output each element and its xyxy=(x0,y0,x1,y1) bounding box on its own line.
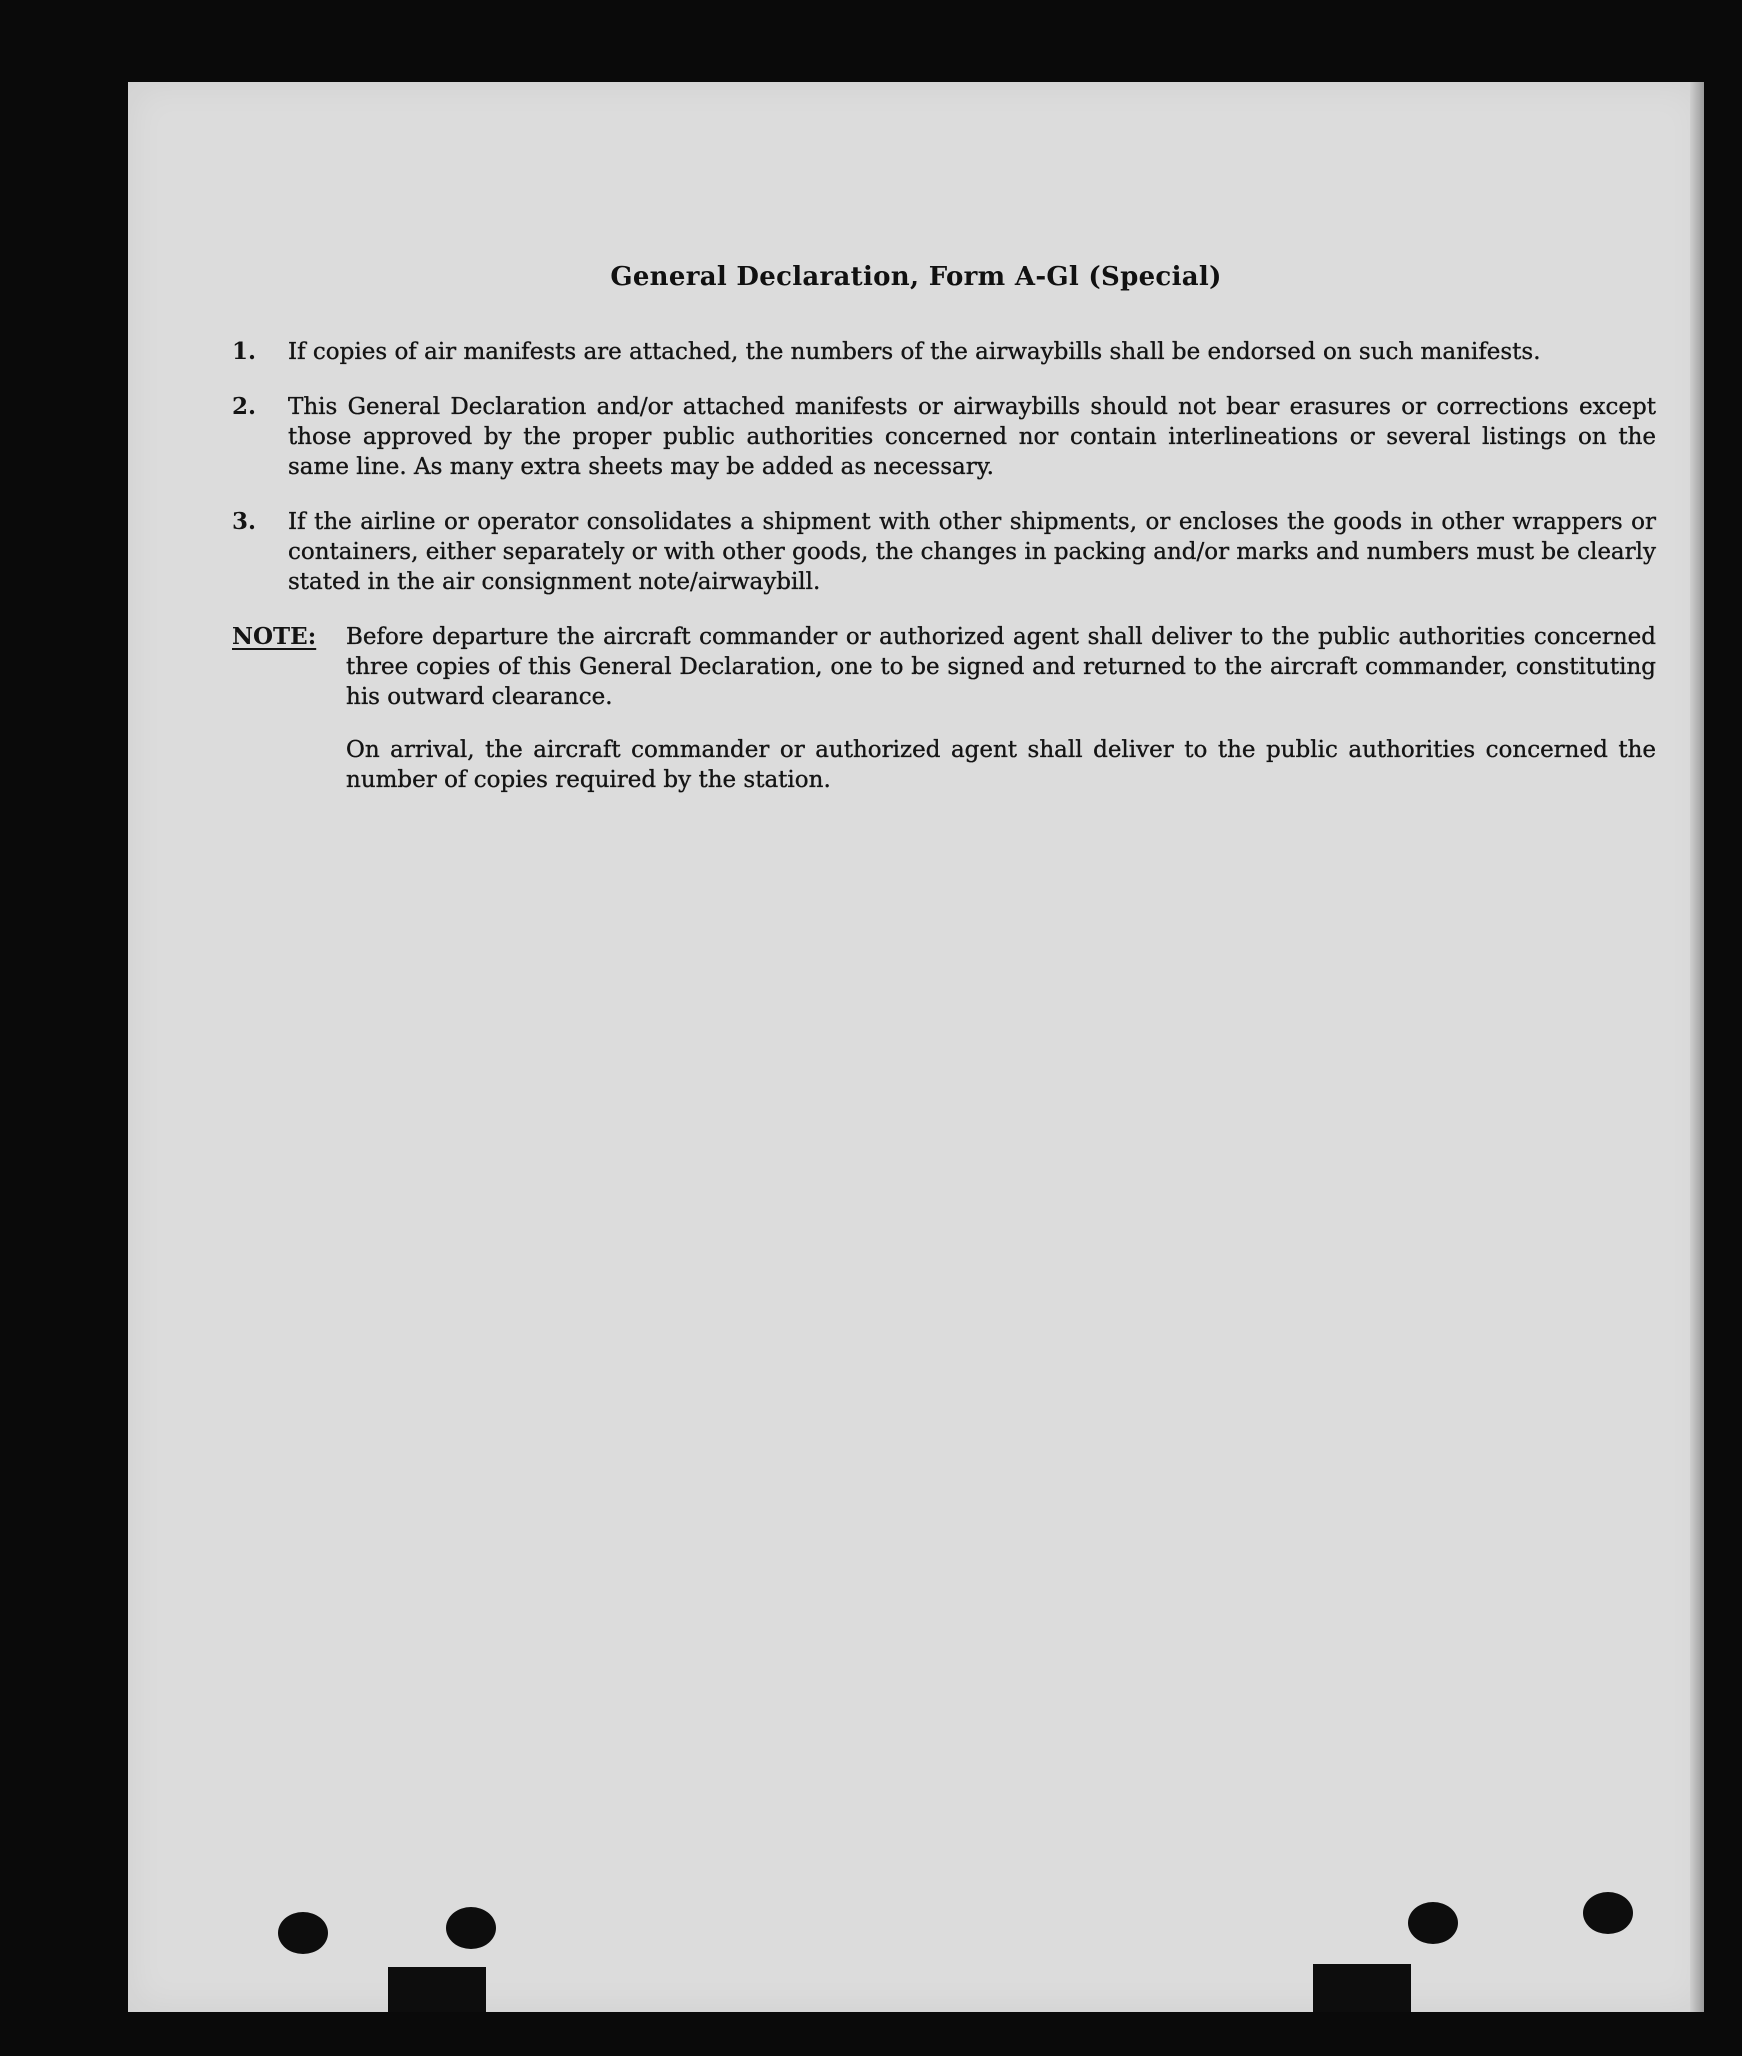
note-block xyxy=(232,622,1682,712)
item-text: If the airline or operator consolidates a shipment with other shipments, or encloses the goods in other wrappers or containers, either separately or with other goods, the changes in packing and/or marks and numbers must be clearly stated in the air consignment note/airwaybill. xyxy=(288,509,1656,595)
binding-tab xyxy=(1313,1964,1411,2012)
item-text: If copies of air manifests are attached, the numbers of the airwaybills shall be endorsed on such manifests. xyxy=(288,339,1541,365)
binding-tab xyxy=(388,1967,486,2012)
item-number: 2. xyxy=(232,393,257,420)
item-number: 3. xyxy=(232,508,257,535)
page-edge-shadow xyxy=(1690,82,1704,2012)
list-item-1 xyxy=(232,337,1682,367)
item-text: This General Declaration and/or attached manifests or airwaybills should not bear erasures or corrections except those approved by the proper public authorities concerned nor contain interlineations or several listings on the same line. As many extra sheets may be added as necessary. xyxy=(288,394,1656,480)
note-label: NOTE: xyxy=(232,623,317,650)
punch-hole xyxy=(278,1912,328,1954)
list-item-2 xyxy=(232,392,1682,482)
document-title: General Declaration, Form A-Gl (Special) xyxy=(610,262,1222,292)
punch-hole xyxy=(446,1907,496,1949)
item-number: 1. xyxy=(232,338,257,365)
punch-hole xyxy=(1408,1902,1458,1944)
note-paragraph-2: On arrival, the aircraft commander or authorized agent shall deliver to the public authorities concerned the number of copies required by the station. xyxy=(346,737,1656,793)
document-page xyxy=(128,82,1704,2012)
punch-hole xyxy=(1583,1892,1633,1934)
note-paragraph-1: Before departure the aircraft commander or authorized agent shall deliver to the public authorities concerned three copies of this General Declaration, one to be signed and returned to the aircraft commander, constituting his outward clearance. xyxy=(346,624,1656,710)
list-item-3 xyxy=(232,507,1682,597)
